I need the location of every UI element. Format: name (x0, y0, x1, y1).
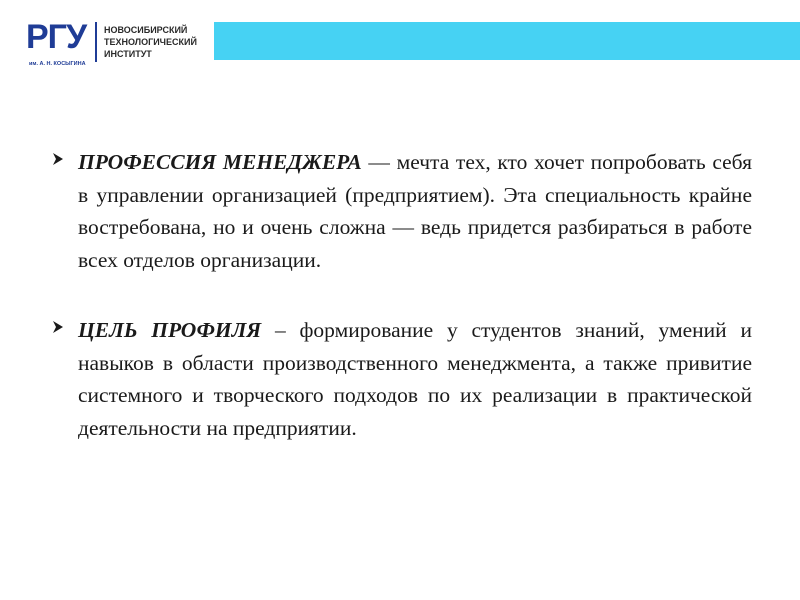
institute-line-1: НОВОСИБИРСКИЙ (104, 25, 188, 35)
institute-line-2: ТЕХНОЛОГИЧЕСКИЙ (104, 37, 197, 47)
bullet-lead: ЦЕЛЬ ПРОФИЛЯ (78, 318, 262, 342)
bullet-text (78, 146, 752, 276)
institute-name (104, 24, 197, 60)
bullet-item-profession (48, 146, 752, 276)
university-logo (26, 18, 216, 68)
logo-divider (95, 22, 97, 62)
arrow-bullet-icon (52, 320, 64, 334)
arrow-bullet-icon (52, 152, 64, 166)
slide-content (48, 146, 752, 482)
logo-mark: РГУ (26, 18, 87, 56)
bullet-lead: ПРОФЕССИЯ МЕНЕДЖЕРА (78, 150, 362, 174)
bullet-item-profile-goal (48, 314, 752, 444)
header-accent-bar (214, 22, 800, 60)
logo-subtitle: им. А. Н. КОСЫГИНА (29, 61, 86, 67)
bullet-text (78, 314, 752, 444)
institute-line-3: ИНСТИТУТ (104, 49, 152, 59)
bullet-body: – формирование у студентов знаний, умений и навыков в области производственного менеджмента, а также привитие системного и творческого подходов по их реализации в практической деятельности на предприятии. (78, 318, 752, 440)
bullet-body: — мечта тех, кто хочет попробовать себя в управлении организацией (предприятием). Эта специальность крайне востребована, но и очень сложна — ведь придется разбираться в работе всех отделов организации. (78, 150, 752, 272)
